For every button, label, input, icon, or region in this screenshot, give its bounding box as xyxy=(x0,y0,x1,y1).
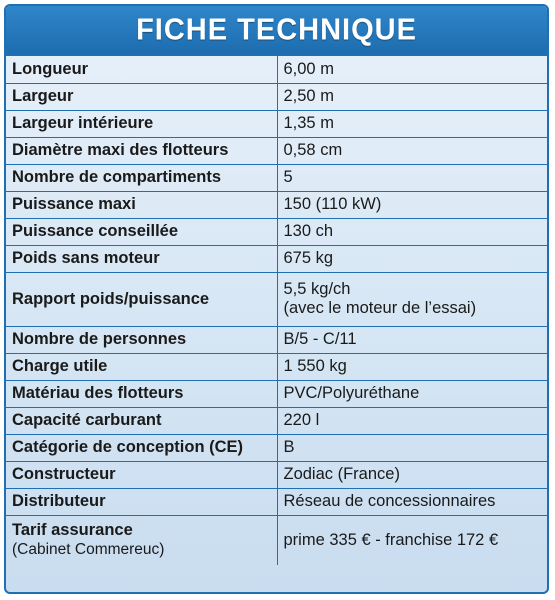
row-value: PVC/Polyuréthane xyxy=(277,380,547,407)
row-label: Constructeur xyxy=(6,461,277,488)
table-row xyxy=(6,56,547,83)
row-label xyxy=(6,515,277,565)
row-value: prime 335 € - franchise 172 € xyxy=(277,515,547,565)
table-row xyxy=(6,272,547,326)
table-row xyxy=(6,110,547,137)
table-row xyxy=(6,407,547,434)
table-row xyxy=(6,137,547,164)
table-row xyxy=(6,515,547,565)
row-label: Largeur intérieure xyxy=(6,110,277,137)
row-label: Nombre de compartiments xyxy=(6,164,277,191)
row-value xyxy=(277,272,547,326)
table-row xyxy=(6,461,547,488)
table-row xyxy=(6,164,547,191)
row-value: 675 kg xyxy=(277,245,547,272)
table-row xyxy=(6,380,547,407)
row-label: Poids sans moteur xyxy=(6,245,277,272)
row-label-note: (Cabinet Commereuc) xyxy=(12,541,165,559)
spec-sheet xyxy=(4,4,549,594)
row-label: Matériau des flotteurs xyxy=(6,380,277,407)
row-value: 5 xyxy=(277,164,547,191)
row-value: 1 550 kg xyxy=(277,353,547,380)
row-label-main: Tarif assurance xyxy=(12,521,133,540)
row-label: Capacité carburant xyxy=(6,407,277,434)
row-label: Puissance conseillée xyxy=(6,218,277,245)
row-value: B/5 - C/11 xyxy=(277,326,547,353)
table-row xyxy=(6,191,547,218)
row-value: 0,58 cm xyxy=(277,137,547,164)
row-label: Charge utile xyxy=(6,353,277,380)
spec-table xyxy=(6,56,547,565)
row-value: 150 (110 kW) xyxy=(277,191,547,218)
table-row xyxy=(6,218,547,245)
row-value: 220 l xyxy=(277,407,547,434)
table-row xyxy=(6,245,547,272)
row-value: 1,35 m xyxy=(277,110,547,137)
row-value-note: (avec le moteur de l’essai) xyxy=(283,299,477,317)
row-label: Largeur xyxy=(6,83,277,110)
row-value: B xyxy=(277,434,547,461)
row-label: Rapport poids/puissance xyxy=(6,272,277,326)
row-value: Réseau de concessionnaires xyxy=(277,488,547,515)
table-row xyxy=(6,434,547,461)
table-row xyxy=(6,83,547,110)
row-label: Catégorie de conception (CE) xyxy=(6,434,277,461)
sheet-title: FICHE TECHNIQUE xyxy=(136,12,417,47)
title-bar xyxy=(6,6,547,56)
row-label: Longueur xyxy=(6,56,277,83)
table-row xyxy=(6,488,547,515)
row-value: Zodiac (France) xyxy=(277,461,547,488)
row-value: 6,00 m xyxy=(277,56,547,83)
table-row xyxy=(6,326,547,353)
row-label: Puissance maxi xyxy=(6,191,277,218)
row-label: Distributeur xyxy=(6,488,277,515)
row-label: Diamètre maxi des flotteurs xyxy=(6,137,277,164)
table-row xyxy=(6,353,547,380)
row-value: 130 ch xyxy=(277,218,547,245)
row-label: Nombre de personnes xyxy=(6,326,277,353)
row-value: 2,50 m xyxy=(277,83,547,110)
row-value-main: 5,5 kg/ch xyxy=(283,280,351,298)
